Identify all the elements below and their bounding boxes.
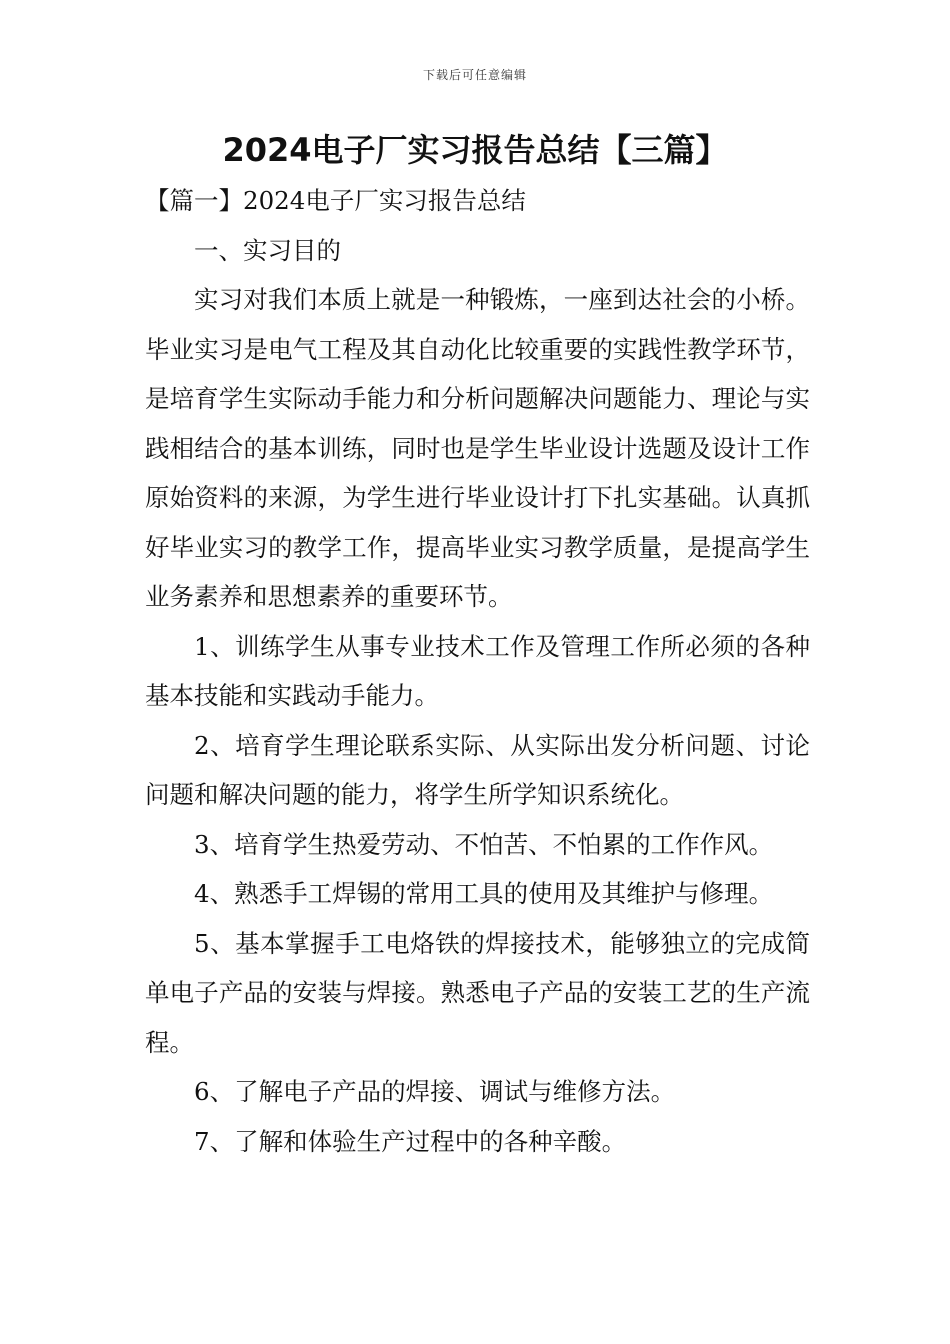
list-item: 2、培育学生理论联系实际、从实际出发分析问题、讨论问题和解决问题的能力，将学生所学知识系统化。	[145, 730, 810, 809]
list-item: 7、了解和体验生产过程中的各种辛酸。	[194, 1126, 627, 1156]
list-item: 6、了解电子产品的焊接、调试与维修方法。	[194, 1077, 676, 1106]
list-item: 1、训练学生从事专业技术工作及管理工作所必须的各种基本技能和实践动手能力。	[145, 631, 810, 710]
document-body	[145, 176, 810, 1166]
list-item: 3、培育学生热爱劳动、不怕苦、不怕累的工作作风。	[194, 829, 774, 859]
list-item: 4、熟悉手工焊锡的常用工具的使用及其维护与修理。	[194, 879, 774, 908]
section-heading: 【篇一】2024电子厂实习报告总结	[145, 186, 526, 215]
header-note: 下载后可任意编辑	[422, 68, 527, 82]
list-item: 5、基本掌握手工电烙铁的焊接技术，能够独立的完成简单电子产品的安装与焊接。熟悉电子产品的安装工艺的生产流程。	[145, 928, 810, 1057]
subheading: 一、实习目的	[194, 235, 341, 265]
paragraph: 实习对我们本质上就是一种锻炼，一座到达社会的小桥。毕业实习是电气工程及其自动化比较重要的实践性教学环节，是培育学生实际动手能力和分析问题解决问题能力、理论与实践相结合的基本训练，同时也是学生毕业设计选题及设计工作原始资料的来源，为学生进行毕业设计打下扎实基础。认真抓好毕业实习的教学工作，提高毕业实习教学质量，是提高学生业务素养和思想素养的重要环节。	[145, 285, 810, 611]
document-title: 2024电子厂实习报告总结【三篇】	[222, 131, 728, 169]
